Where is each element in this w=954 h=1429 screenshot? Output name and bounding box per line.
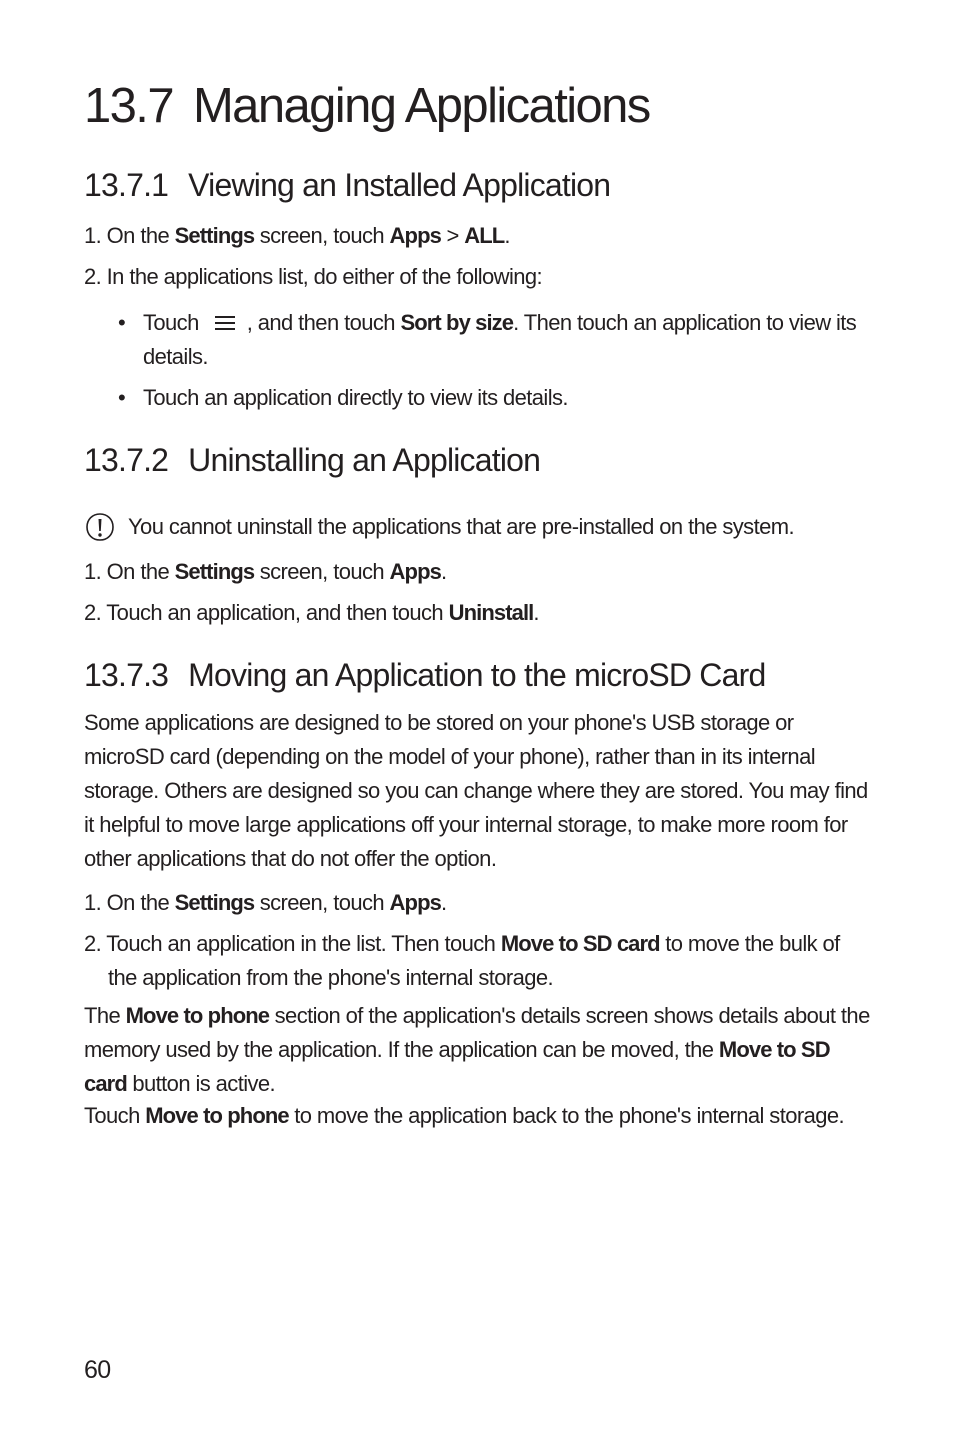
page-number: 60 xyxy=(84,1356,111,1384)
warning-icon xyxy=(84,511,116,543)
move-to-phone-paragraph: The Move to phone section of the application's details screen shows details about the memory used by the application. If the application can be moved, the Move to SD card button is active. xyxy=(84,1003,870,1096)
menu-icon xyxy=(215,315,235,331)
uninstall-note: You cannot uninstall the applications that are pre-installed on the system. xyxy=(84,510,794,544)
step-1-viewing: 1. On the Settings screen, touch Apps > ALL. xyxy=(84,223,510,248)
section-heading-moving: 13.7.3 Moving an Application to the microSD Card xyxy=(84,657,766,693)
step-2-uninstalling: 2. Touch an application, and then touch Uninstall. xyxy=(84,600,539,625)
section-heading-uninstalling: 13.7.2 Uninstalling an Application xyxy=(84,442,541,478)
step-1-uninstalling: 1. On the Settings screen, touch Apps. xyxy=(84,559,447,584)
step-1-moving: 1. On the Settings screen, touch Apps. xyxy=(84,890,447,915)
moving-intro-paragraph: Some applications are designed to be stored on your phone's USB storage or microSD card (depending on the model of your phone), rather than in its internal storage. Others are designed so you can change where they are stored. You may find it helpful to move large applications off your internal storage, to make more room for other applications that do not offer the option. xyxy=(84,710,868,871)
bullet-sort-by-size: • Touch , and then touch Sort by size. Then touch an application to view its details. xyxy=(118,310,857,369)
step-2-viewing: 2. In the applications list, do either of the following: xyxy=(84,264,543,289)
step-2-moving: 2. Touch an application in the list. Then touch Move to SD card to move the bulk of the application from the phone's internal storage. xyxy=(84,931,840,990)
section-heading-viewing: 13.7.1 Viewing an Installed Application xyxy=(84,167,611,203)
page-title xyxy=(84,76,650,136)
touch-move-to-phone-paragraph: Touch Move to phone to move the application back to the phone's internal storage. xyxy=(84,1103,844,1128)
title-number: 13.7 xyxy=(84,79,173,133)
title-text: Managing Applications xyxy=(192,79,650,133)
bullet-touch-directly: • Touch an application directly to view its details. xyxy=(118,385,568,410)
